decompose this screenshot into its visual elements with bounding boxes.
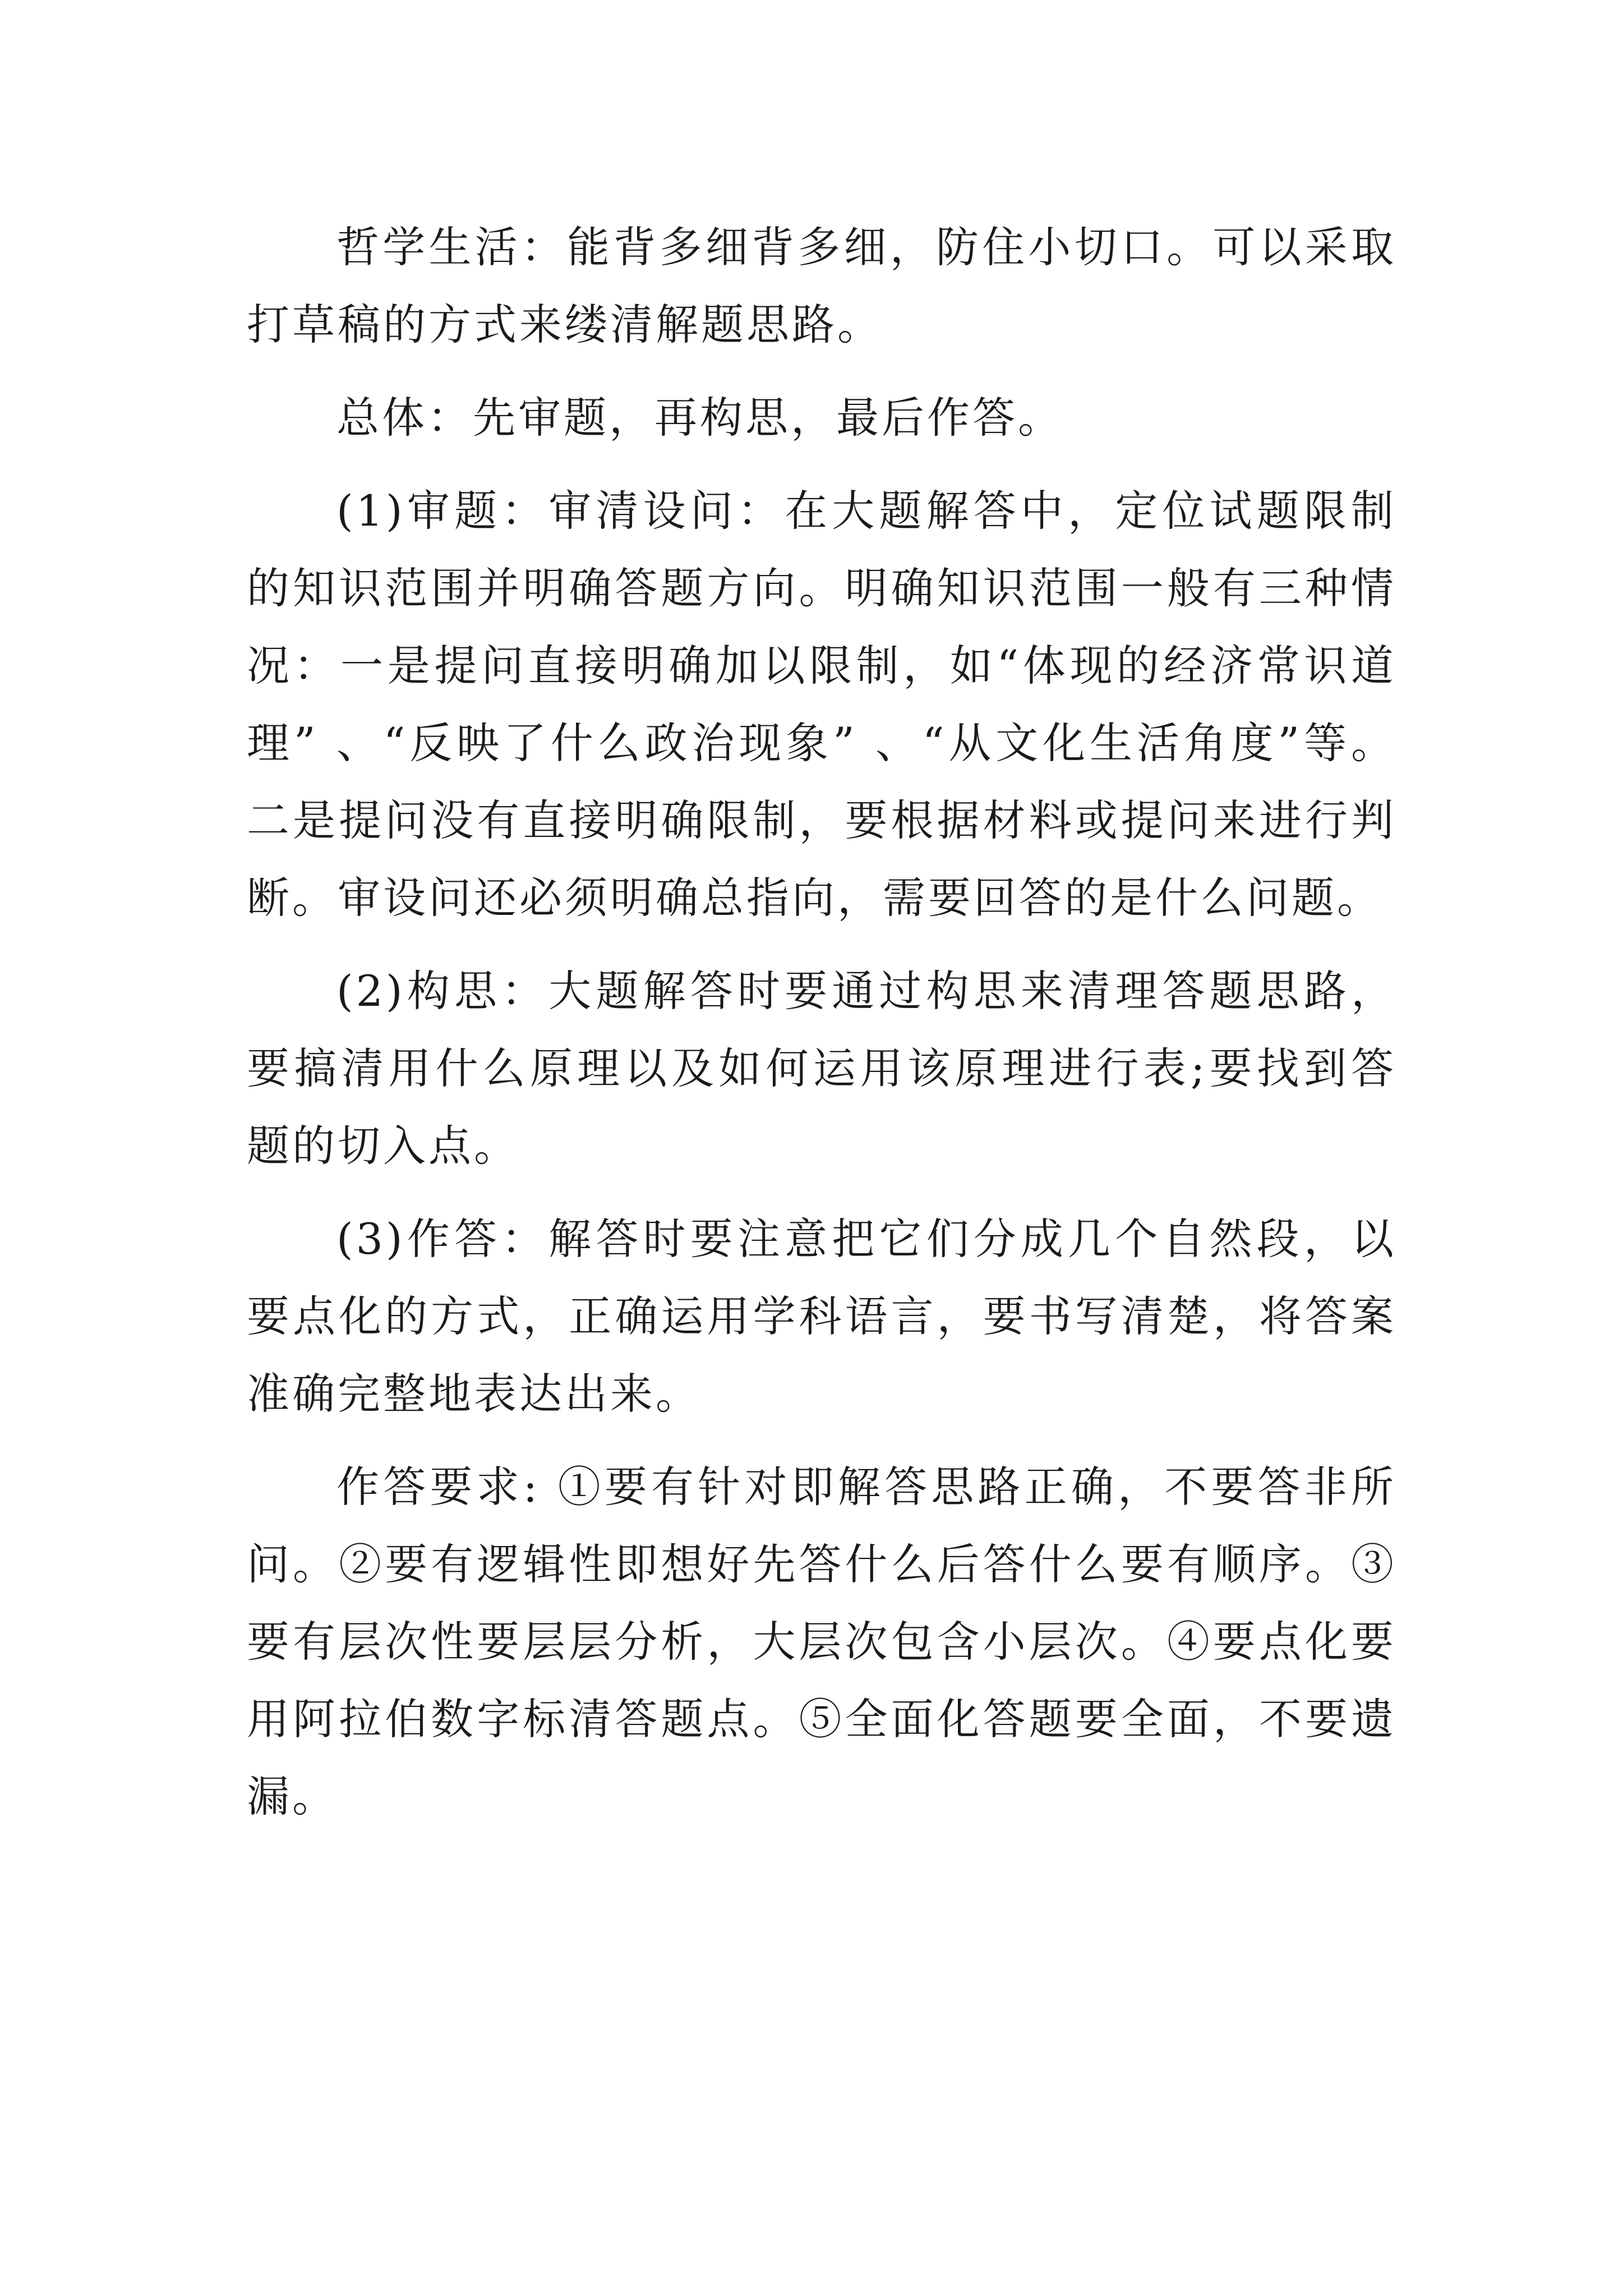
- paragraph-conception: (2)构思：大题解答时要通过构思来清理答题思路，要搞清用什么原理以及如何运用该原理进行表;要找到答题的切入点。: [247, 966, 1396, 1171]
- paragraph-answer-requirements: 作答要求: ①要有针对即解答思路正确，不要答非所问。②要有逻辑性即想好先答什么后答什么要有顺序。③要有层次性要层层分析，大层次包含小层次。④要点化要用阿拉伯数字标清答题点。⑤全面化答题要全面，不要遗漏。: [247, 1462, 1396, 1821]
- paragraph-review-question: (1)审题：审清设问：在大题解答中，定位试题限制的知识范围并明确答题方向。明确知识范围一般有三种情况：一是提问直接明确加以限制，如“体现的经济常识道理” 、“反映了什么政治现象” 、“从文化生活角度”等。二是提问没有直接明确限制，要根据材料或提问来进行判断。审设问还必须明确总指向，需要回答的是什么问题。: [247, 486, 1396, 923]
- paragraph-answering: (3)作答：解答时要注意把它们分成几个自然段，以要点化的方式，正确运用学科语言，要书写清楚，将答案准确完整地表达出来。: [247, 1214, 1396, 1419]
- paragraph-overall: 总体：先审题，再构思，最后作答。: [336, 393, 1063, 443]
- document-body: [247, 209, 1396, 1851]
- paragraph-philosophy: 哲学生活：能背多细背多细，防住小切口。可以采取打草稿的方式来缕清解题思路。: [247, 222, 1396, 349]
